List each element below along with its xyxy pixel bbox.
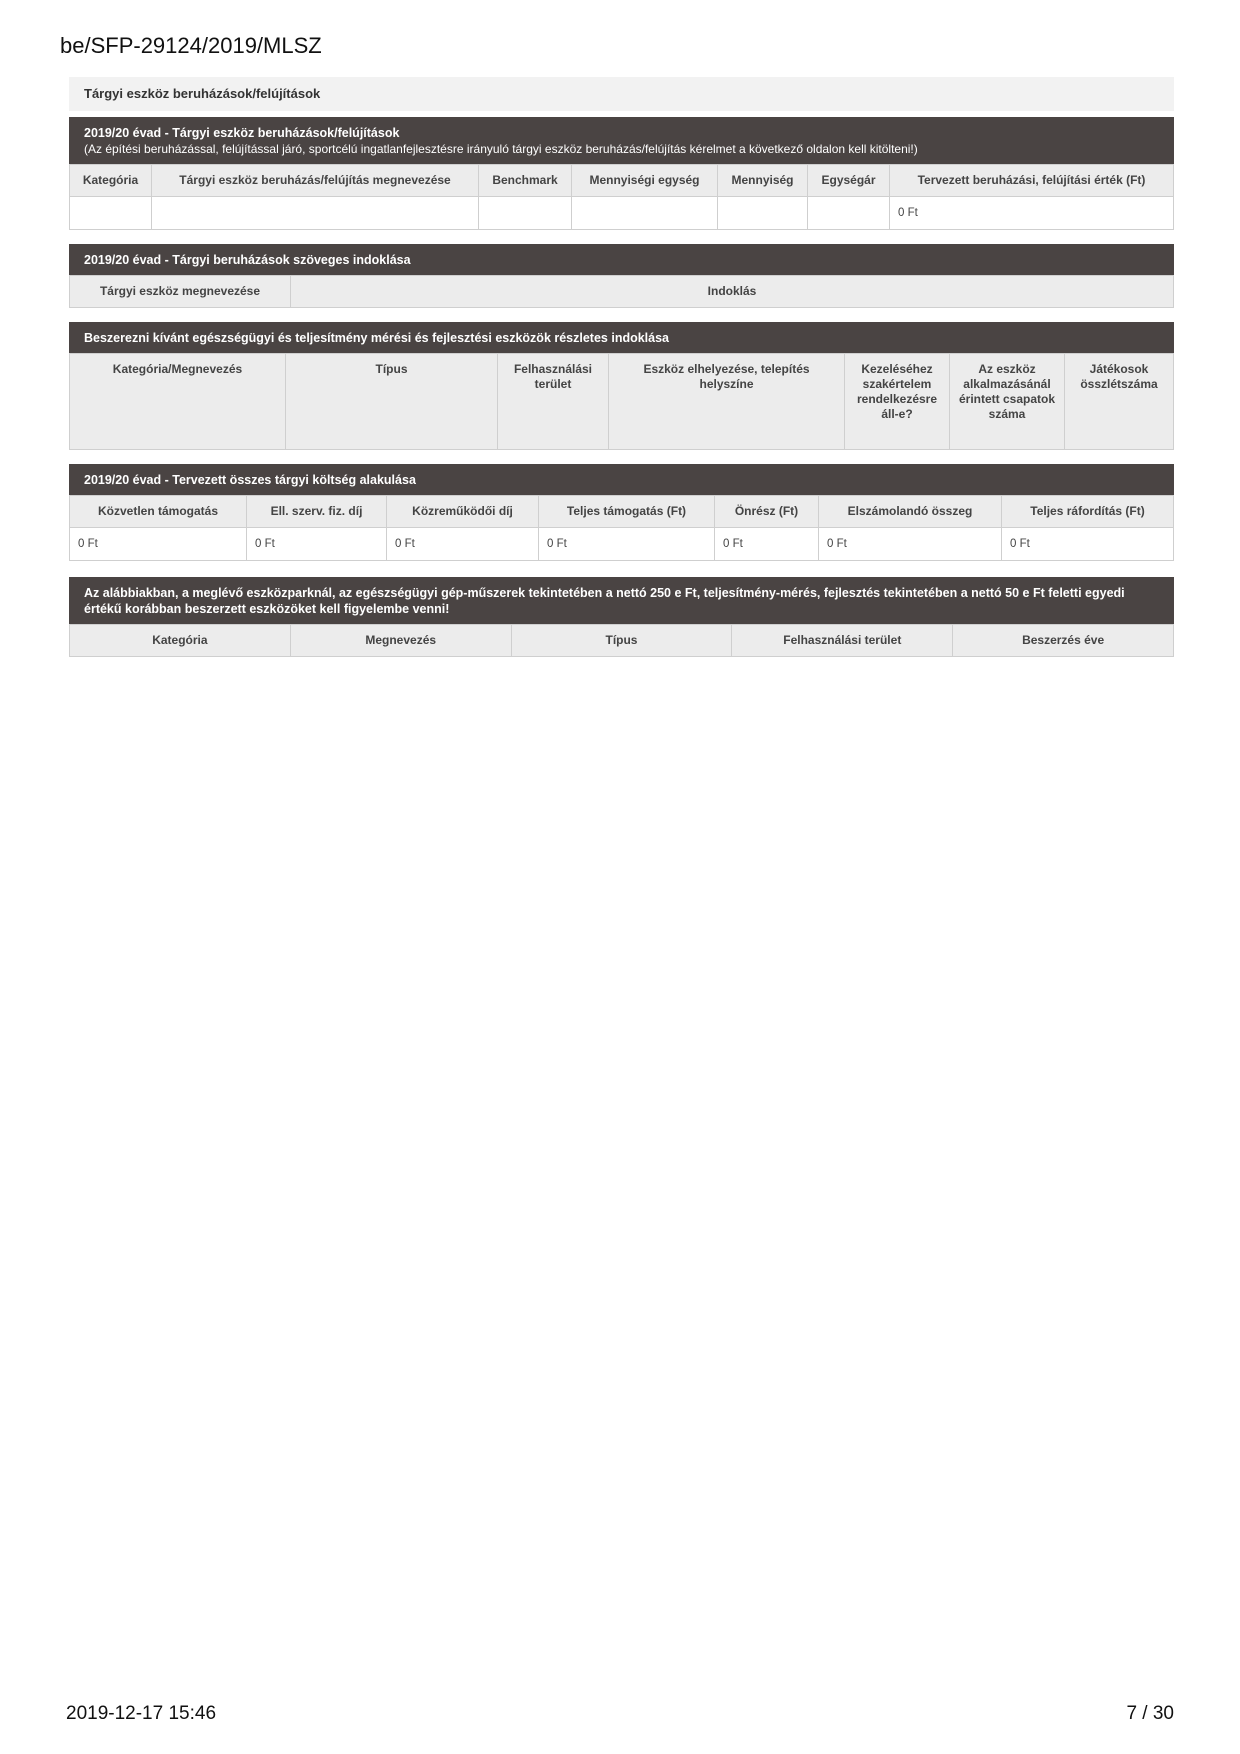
asset-investment-header (69, 117, 1174, 164)
table-header-row (70, 276, 1174, 308)
existing-assets-table (69, 624, 1174, 657)
footer-timestamp: 2019-12-17 15:46 (66, 1703, 217, 1724)
existing-assets-title: Az alábbiakban, a meglévő eszközparknál, az egészségügyi gép-műszerek tekintetében a nettó 250 e Ft, teljesítmény-mérés, fejlesztés tekintetében a nettó 50 e Ft feletti egyedi értékű korábban beszerzett eszközöket kell figyelembe venni! (69, 577, 1174, 624)
col-header: Mennyiség (718, 165, 808, 197)
table-cell (718, 197, 808, 230)
col-header: Játékosok összlétszáma (1065, 354, 1174, 450)
table-cell (808, 197, 890, 230)
col-header: Az eszköz alkalmazásánál érintett csapatok száma (950, 354, 1065, 450)
section-title: Tárgyi eszköz beruházások/felújítások (69, 77, 1174, 111)
col-header: Megnevezés (290, 625, 511, 657)
table-cell: 0 Ft (539, 528, 715, 561)
table-row (70, 197, 1174, 230)
table-cell (70, 197, 152, 230)
asset-investment-title: 2019/20 évad - Tárgyi eszköz beruházások/felújítások (84, 126, 400, 140)
col-header: Ell. szerv. fiz. díj (247, 496, 387, 528)
col-header: Benchmark (479, 165, 572, 197)
cost-summary-table (69, 495, 1174, 561)
col-header: Mennyiségi egység (572, 165, 718, 197)
table-cell: 0 Ft (819, 528, 1002, 561)
asset-investment-table (69, 164, 1174, 230)
table-row (70, 528, 1174, 561)
table-cell: 0 Ft (247, 528, 387, 561)
col-header: Kategória (70, 165, 152, 197)
table-cell (152, 197, 479, 230)
table-header-row (70, 496, 1174, 528)
footer-page-number: 7 / 30 (1126, 1703, 1174, 1724)
col-header: Közreműködői díj (387, 496, 539, 528)
cost-summary-block (69, 464, 1174, 561)
table-cell (572, 197, 718, 230)
equipment-justification-title: Beszerezni kívánt egészségügyi és teljesítmény mérési és fejlesztési eszközök részletes indoklása (69, 322, 1174, 353)
col-header: Eszköz elhelyezése, telepítés helyszíne (609, 354, 845, 450)
table-cell: 0 Ft (70, 528, 247, 561)
col-header: Felhasználási terület (498, 354, 609, 450)
col-header: Kategória/Megnevezés (70, 354, 286, 450)
col-header: Egységár (808, 165, 890, 197)
cost-summary-title: 2019/20 évad - Tervezett összes tárgyi költség alakulása (69, 464, 1174, 495)
table-header-row (70, 354, 1174, 450)
table-cell: 0 Ft (715, 528, 819, 561)
table-cell: 0 Ft (890, 197, 1174, 230)
col-header: Felhasználási terület (732, 625, 953, 657)
justification-title: 2019/20 évad - Tárgyi beruházások szöveges indoklása (69, 244, 1174, 275)
table-cell: 0 Ft (387, 528, 539, 561)
col-header: Önrész (Ft) (715, 496, 819, 528)
col-header: Tárgyi eszköz beruházás/felújítás megnevezése (152, 165, 479, 197)
asset-investment-subtitle: (Az építési beruházással, felújítással járó, sportcélú ingatlanfejlesztésre irányuló tárgyi eszköz beruházás/felújítás kérelmet a következő oldalon kell kitölteni!) (84, 142, 918, 156)
col-header: Teljes támogatás (Ft) (539, 496, 715, 528)
table-cell: 0 Ft (1002, 528, 1174, 561)
col-header: Típus (511, 625, 732, 657)
table-header-row (70, 625, 1174, 657)
document-id: be/SFP-29124/2019/MLSZ (60, 33, 322, 58)
col-header: Beszerzés éve (953, 625, 1174, 657)
col-header: Kategória (70, 625, 291, 657)
col-header: Tervezett beruházási, felújítási érték (Ft) (890, 165, 1174, 197)
equipment-justification-block (69, 322, 1174, 450)
col-header: Elszámolandó összeg (819, 496, 1002, 528)
table-header-row (70, 165, 1174, 197)
col-header: Teljes ráfordítás (Ft) (1002, 496, 1174, 528)
col-header: Típus (286, 354, 498, 450)
col-header: Indoklás (291, 276, 1174, 308)
col-header: Tárgyi eszköz megnevezése (70, 276, 291, 308)
equipment-justification-table (69, 353, 1174, 450)
existing-assets-block (69, 577, 1174, 657)
page-content (69, 77, 1174, 671)
justification-table (69, 275, 1174, 308)
asset-investment-block (69, 117, 1174, 230)
justification-block (69, 244, 1174, 308)
col-header: Közvetlen támogatás (70, 496, 247, 528)
col-header: Kezeléséhez szakértelem rendelkezésre áll-e? (845, 354, 950, 450)
table-cell (479, 197, 572, 230)
